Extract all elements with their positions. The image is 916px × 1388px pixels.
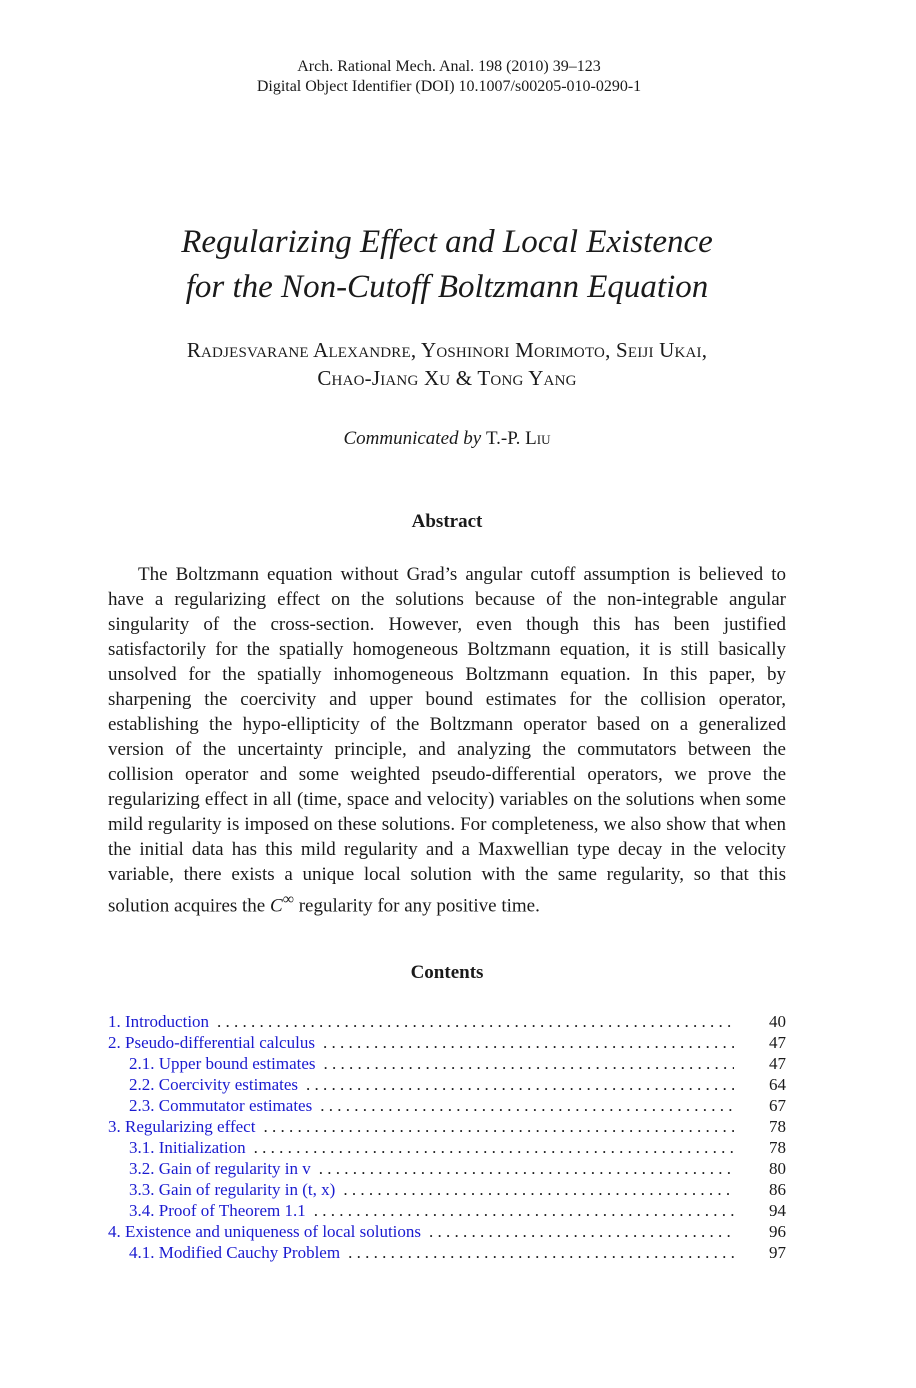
toc-page-number: 47 (769, 1033, 786, 1052)
toc-entry (108, 1242, 786, 1263)
author-list (0, 336, 894, 392)
toc-entry (108, 1158, 786, 1179)
toc-link[interactable]: 3.1. Initialization (129, 1138, 246, 1157)
abstract-heading: Abstract (411, 511, 483, 532)
toc-link[interactable]: 2.1. Upper bound estimates (129, 1054, 316, 1073)
toc-entry (108, 1032, 786, 1053)
toc-page-number: 78 (769, 1117, 786, 1136)
toc-page-number: 67 (769, 1096, 786, 1115)
toc-link[interactable]: 4.1. Modified Cauchy Problem (129, 1243, 341, 1262)
communicated-by (0, 428, 894, 450)
toc-leader (324, 1053, 735, 1074)
toc-entry (108, 1221, 786, 1242)
toc-leader (323, 1032, 734, 1053)
toc-link[interactable]: 4. Existence and uniqueness of local solutions (108, 1222, 422, 1241)
toc-link[interactable]: 1. Introduction (108, 1012, 210, 1031)
toc-link[interactable]: 2.2. Coercivity estimates (129, 1075, 299, 1094)
toc-entry (108, 1053, 786, 1074)
toc-page-number: 78 (769, 1138, 786, 1157)
toc-entry (108, 1179, 786, 1200)
toc-page-number: 96 (769, 1222, 786, 1241)
toc-leader (314, 1200, 734, 1221)
toc-entry (108, 1200, 786, 1221)
authors-line-2: Chao-Jiang Xu & Tong Yang (317, 366, 577, 390)
table-of-contents (108, 1011, 786, 1263)
abstract-tail: regularity for any positive time. (293, 895, 540, 917)
toc-page-number: 80 (769, 1159, 786, 1178)
toc-link[interactable]: 2. Pseudo-differential calculus (108, 1033, 315, 1052)
toc-entry (108, 1116, 786, 1137)
journal-citation (0, 57, 898, 97)
toc-page-number: 47 (769, 1054, 786, 1073)
paper-title (0, 220, 894, 310)
toc-page-number: 97 (769, 1243, 786, 1262)
toc-link[interactable]: 3. Regularizing effect (108, 1117, 256, 1136)
journal-line: Arch. Rational Mech. Anal. 198 (2010) 39–123 (297, 58, 601, 75)
toc-leader (217, 1011, 734, 1032)
toc-entry (108, 1011, 786, 1032)
toc-link[interactable]: 3.4. Proof of Theorem 1.1 (129, 1201, 306, 1220)
title-line-2: for the Non-Cutoff Boltzmann Equation (185, 269, 709, 305)
communicating-editor: T.-P. Liu (485, 428, 551, 449)
toc-leader (348, 1242, 734, 1263)
communicated-prefix: Communicated by (343, 428, 482, 449)
toc-link[interactable]: 2.3. Commutator estimates (129, 1096, 313, 1115)
toc-leader (429, 1221, 734, 1242)
toc-page-number: 40 (769, 1012, 786, 1031)
math-c: C (270, 895, 283, 917)
abstract-body: The Boltzmann equation without Grad’s angular cutoff assumption is believed to have a regularizing effect on the solutions because of the non-integrable angular singularity of the cross-section. However, even though this has been justified satisfactorily for the spatially homogeneous Boltzmann equation, it is still basically unsolved for the spatially inhomogeneous Boltzmann equation. In this paper, by sharpening the coercivity and upper bound estimates for the collision operator, establishing the hypo-ellipticity of the Boltzmann operator based on a generalized version of the uncertainty principle, and analyzing the commutators between the collision operator and some weighted pseudo-differential operators, we prove the regularizing effect in all (time, space and velocity) variables on the solutions when some mild regularity is imposed on these solutions. For completeness, we also show that when the initial data has this mild regularity and a Maxwellian type decay in the velocity variable, there exists a unique local solution with the same regularity, so that this solution acquires the (108, 564, 786, 917)
toc-link[interactable]: 3.2. Gain of regularity in v (129, 1159, 311, 1178)
authors-line-1: Radjesvarane Alexandre, Yoshinori Morimoto, Seiji Ukai, (186, 338, 708, 362)
toc-link[interactable]: 3.3. Gain of regularity in (t, x) (129, 1180, 336, 1199)
toc-leader (263, 1116, 734, 1137)
toc-leader (320, 1095, 734, 1116)
contents-heading: Contents (410, 962, 484, 983)
doi-line: Digital Object Identifier (DOI) 10.1007/s00205-010-0290-1 (256, 78, 642, 95)
toc-entry (108, 1095, 786, 1116)
toc-leader (319, 1158, 734, 1179)
title-line-1: Regularizing Effect and Local Existence (181, 224, 713, 260)
math-infinity: ∞ (282, 891, 294, 908)
toc-page-number: 64 (769, 1075, 786, 1094)
abstract-text (108, 562, 786, 918)
toc-entry (108, 1137, 786, 1158)
toc-page-number: 86 (769, 1180, 786, 1199)
toc-leader (343, 1179, 734, 1200)
toc-page-number: 94 (769, 1201, 786, 1220)
toc-entry (108, 1074, 786, 1095)
toc-leader (306, 1074, 734, 1095)
toc-leader (254, 1137, 734, 1158)
